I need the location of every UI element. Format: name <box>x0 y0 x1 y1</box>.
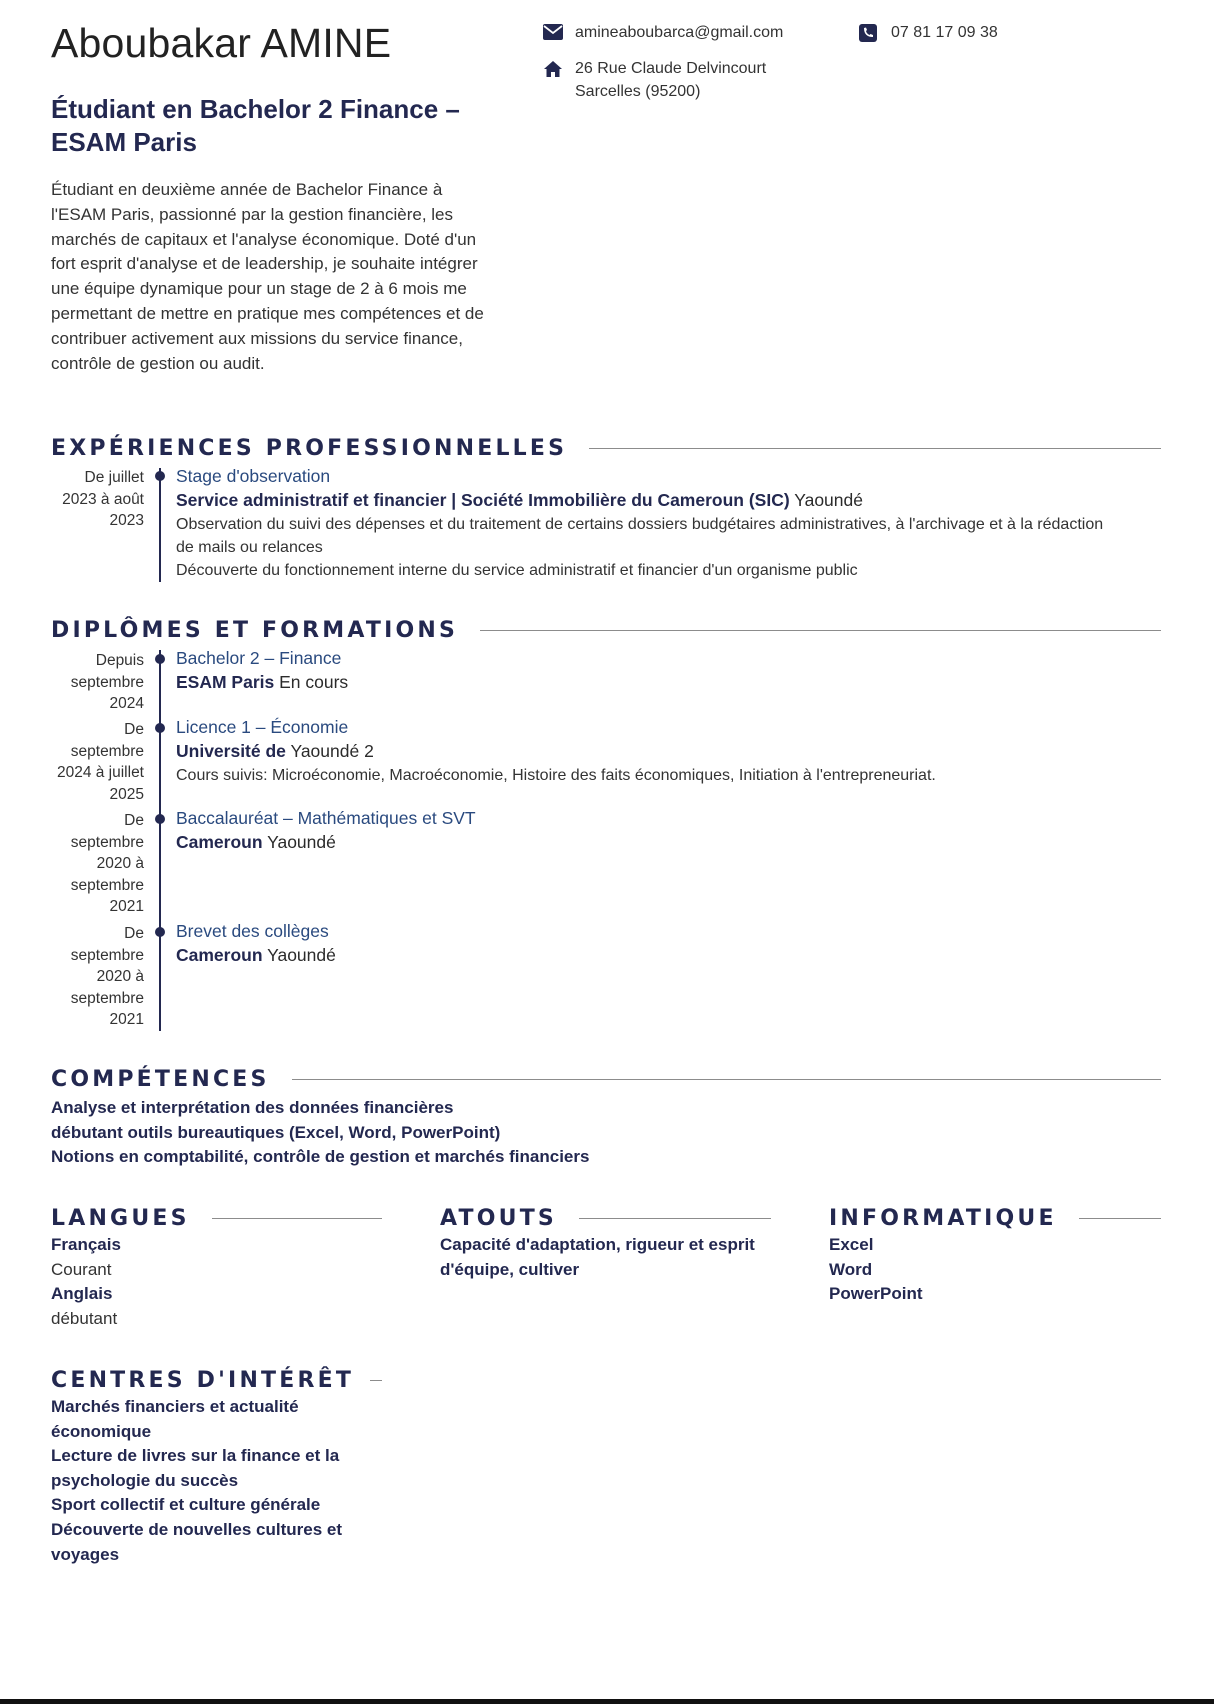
education-org: Cameroun Yaoundé <box>176 945 336 965</box>
section-divider <box>370 1380 382 1381</box>
education-date: Depuis septembre 2024 <box>70 652 144 712</box>
it-list <box>829 1233 1149 1307</box>
phone-text[interactable]: 07 81 17 09 38 <box>891 24 998 41</box>
education-org: ESAM Paris En cours <box>176 672 349 692</box>
education-org: Université de Yaoundé 2 <box>176 741 374 761</box>
section-divider <box>480 630 1161 631</box>
education-date: De septembre 2020 à septembre 2021 <box>70 925 144 1028</box>
profile-summary: Étudiant en deuxième année de Bachelor Finance à l'ESAM Paris, passionné par la gestion financière, les marchés de capitaux et l'analyse économique. Doté d'un fort esprit d'analyse et de leadership, je souhaite intégrer une équipe dynamique pour un stage de 2 à 6 mois me permettant de mettre en pratique mes compétences et de contribuer activement aux missions du service finance, contrôle de gestion ou audit. <box>51 180 484 373</box>
section-divider <box>212 1218 382 1219</box>
section-divider <box>589 448 1161 449</box>
languages-section-heading: LANGUES <box>51 1206 382 1231</box>
interests-list <box>51 1395 371 1567</box>
skills-list <box>51 1096 1151 1170</box>
timeline-dot <box>155 814 165 824</box>
contact-email <box>543 21 783 44</box>
education-org: Cameroun Yaoundé <box>176 832 336 852</box>
experience-timeline-line <box>159 468 161 582</box>
envelope-icon <box>543 24 563 42</box>
language-level: débutant <box>51 1308 118 1328</box>
candidate-name: Aboubakar AMINE <box>51 20 392 66</box>
skill-item: Notions en comptabilité, contrôle de gestion et marchés financiers <box>51 1147 590 1167</box>
page-bottom-border <box>0 1699 1214 1704</box>
experience-section-heading: EXPÉRIENCES PROFESSIONNELLES <box>51 436 1161 461</box>
contact-address <box>543 57 766 103</box>
experience-org: Service administratif et financier | Société Immobilière du Cameroun (SIC) Yaoundé <box>176 490 863 510</box>
it-item: Word <box>829 1259 873 1279</box>
assets-text: Capacité d'adaptation, rigueur et esprit d'équipe, cultiver <box>440 1235 755 1279</box>
education-title: Brevet des collèges <box>176 921 329 941</box>
experience-date: De juillet 2023 à août 2023 <box>62 469 144 529</box>
timeline-dot <box>155 471 165 481</box>
it-section-heading: INFORMATIQUE <box>829 1206 1161 1231</box>
education-desc: Cours suivis: Microéconomie, Macroéconomie, Histoire des faits économiques, Initiation à l'entrepreneuriat. <box>176 767 936 784</box>
language-name: Français <box>51 1235 121 1254</box>
address-line-2: Sarcelles (95200) <box>575 83 701 100</box>
education-title: Bachelor 2 – Finance <box>176 648 342 668</box>
language-level: Courant <box>51 1259 112 1279</box>
contact-phone <box>859 21 998 44</box>
experience-entry <box>176 464 1116 582</box>
phone-icon <box>859 24 879 42</box>
skills-section-heading: COMPÉTENCES <box>51 1067 1161 1092</box>
experience-title: Stage d'observation <box>176 466 331 486</box>
education-title: Licence 1 – Économie <box>176 717 349 737</box>
interest-item: Marchés financiers et actualité économique <box>51 1397 299 1441</box>
education-section-heading: DIPLÔMES ET FORMATIONS <box>51 618 1161 643</box>
skill-item: débutant outils bureautiques (Excel, Word, PowerPoint) <box>51 1122 501 1142</box>
education-timeline-line <box>159 650 161 1031</box>
it-item: PowerPoint <box>829 1284 923 1304</box>
home-icon <box>543 60 563 78</box>
experience-desc-1: Observation du suivi des dépenses et du traitement de certains dossiers budgétaires administratives, à l'archivage et à la rédaction de mails ou relances <box>176 516 1104 556</box>
skill-item: Analyse et interprétation des données financières <box>51 1098 454 1117</box>
education-entry <box>176 919 1116 968</box>
section-divider <box>292 1079 1161 1080</box>
education-entry <box>176 715 1116 787</box>
address-line-1: 26 Rue Claude Delvincourt <box>575 60 767 77</box>
languages-list <box>51 1233 371 1331</box>
education-entry <box>176 806 1116 855</box>
language-name: Anglais <box>51 1284 113 1304</box>
email-text[interactable]: amineaboubarca@gmail.com <box>575 24 784 41</box>
interest-item: Lecture de livres sur la finance et la psychologie du succès <box>51 1446 340 1490</box>
timeline-dot <box>155 723 165 733</box>
interests-section-heading: CENTRES D'INTÉRÊT <box>51 1368 382 1393</box>
job-title: Étudiant en Bachelor 2 Finance – ESAM Paris <box>51 94 460 157</box>
it-item: Excel <box>829 1235 874 1254</box>
education-entry <box>176 646 1116 695</box>
interest-item: Découverte de nouvelles cultures et voyages <box>51 1519 342 1564</box>
education-title: Baccalauréat – Mathématiques et SVT <box>176 808 476 828</box>
timeline-dot <box>155 654 165 664</box>
timeline-dot <box>155 927 165 937</box>
education-date: De septembre 2020 à septembre 2021 <box>70 812 144 915</box>
education-date: De septembre 2024 à juillet 2025 <box>56 721 144 803</box>
section-divider <box>1079 1218 1161 1219</box>
assets-section-heading: ATOUTS <box>440 1206 771 1231</box>
experience-desc-2: Découverte du fonctionnement interne du service administratif et financier d'un organisme public <box>176 562 858 579</box>
interest-item: Sport collectif et culture générale <box>51 1495 321 1515</box>
section-divider <box>579 1218 771 1219</box>
